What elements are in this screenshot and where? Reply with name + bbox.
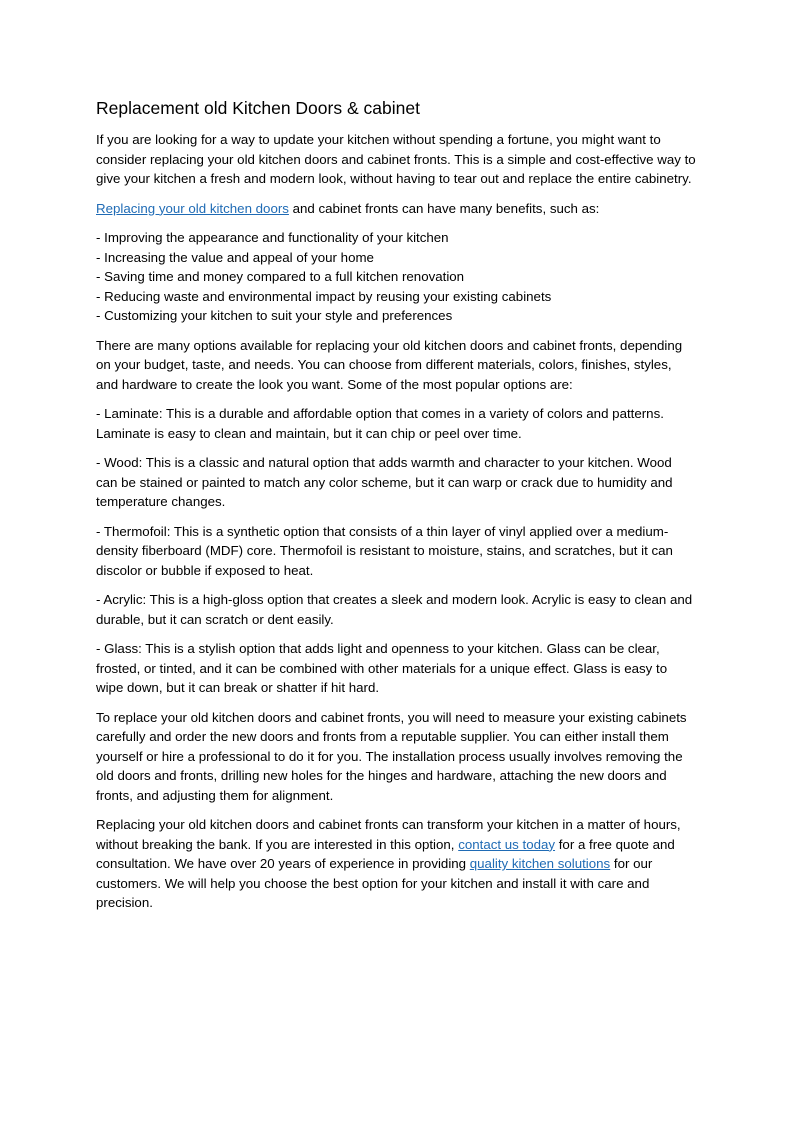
option-laminate: - Laminate: This is a durable and affordable option that comes in a variety of colors and patterns. Laminate is easy to clean and maintain, but it can chip or peel over time. bbox=[96, 406, 664, 441]
benefits-intro-text: and cabinet fronts can have many benefits, such as: bbox=[288, 200, 600, 216]
benefits-list bbox=[96, 228, 696, 326]
page-title: Replacement old Kitchen Doors & cabinet bbox=[96, 98, 420, 118]
benefits-intro-paragraph bbox=[96, 199, 696, 219]
option-thermofoil: - Thermofoil: This is a synthetic option that consists of a thin layer of vinyl applied over a medium-density fiberboard (MDF) core. Thermofoil is resistant to moisture, stains, and scratches, but it can discolor or bubble if exposed to heat. bbox=[96, 523, 673, 578]
list-item: - Improving the appearance and functionality of your kitchen bbox=[96, 230, 449, 245]
list-item: - Customizing your kitchen to suit your style and preferences bbox=[96, 308, 453, 323]
list-item: - Increasing the value and appeal of your home bbox=[96, 249, 374, 265]
option-acrylic: - Acrylic: This is a high-gloss option that creates a sleek and modern look. Acrylic is easy to clean and durable, but it can scratch or dent easily. bbox=[96, 592, 693, 627]
list-item: - Reducing waste and environmental impact by reusing your existing cabinets bbox=[96, 288, 552, 304]
intro-paragraph: If you are looking for a way to update your kitchen without spending a fortune, you might want to consider replacing your old kitchen doors and cabinet fronts. This is a simple and cost-effective way to give your kitchen a fresh and modern look, without having to tear out and replace the entire cabinetry. bbox=[96, 132, 696, 186]
closing-text-3: for our customers. We will help you choose the best option for your kitchen and install it with care and precision. bbox=[96, 856, 653, 910]
contact-us-link[interactable]: contact us today bbox=[458, 836, 556, 852]
closing-text-2: for a free quote and consultation. We have over 20 years of experience in providing bbox=[96, 836, 675, 871]
quality-kitchen-link[interactable]: quality kitchen solutions bbox=[469, 856, 611, 871]
closing-text-1: Replacing your old kitchen doors and cabinet fronts can transform your kitchen in a matter of hours, without breaking the bank. If you are interested in this option, bbox=[96, 817, 681, 852]
replacing-doors-link[interactable]: Replacing your old kitchen doors bbox=[96, 200, 289, 216]
howto-paragraph: To replace your old kitchen doors and cabinet fronts, you will need to measure your existing cabinets carefully and order the new doors and fronts from a reputable supplier. You can either install them yourself or hire a professional to do it for you. The installation process usually involves removing the old doors and fronts, drilling new holes for the hinges and hardware, attaching the new doors and fronts, and adjusting them for alignment. bbox=[96, 709, 687, 803]
option-glass: - Glass: This is a stylish option that adds light and openness to your kitchen. Glass can be clear, frosted, or tinted, and it can be combined with other materials for a unique effect. Glass is easy to wipe down, but it can break or shatter if hit hard. bbox=[96, 641, 668, 695]
document-page bbox=[96, 97, 696, 923]
closing-paragraph bbox=[96, 815, 696, 913]
options-intro-paragraph: There are many options available for replacing your old kitchen doors and cabinet fronts, depending on your budget, taste, and needs. You can choose from different materials, colors, finishes, styles, and hardware to create the look you want. Some of the most popular options are: bbox=[96, 337, 683, 392]
option-wood: - Wood: This is a classic and natural option that adds warmth and character to your kitchen. Wood can be stained or painted to match any color scheme, but it can warp or crack due to humidity and temperature changes. bbox=[96, 455, 673, 509]
list-item: - Saving time and money compared to a full kitchen renovation bbox=[96, 269, 465, 284]
